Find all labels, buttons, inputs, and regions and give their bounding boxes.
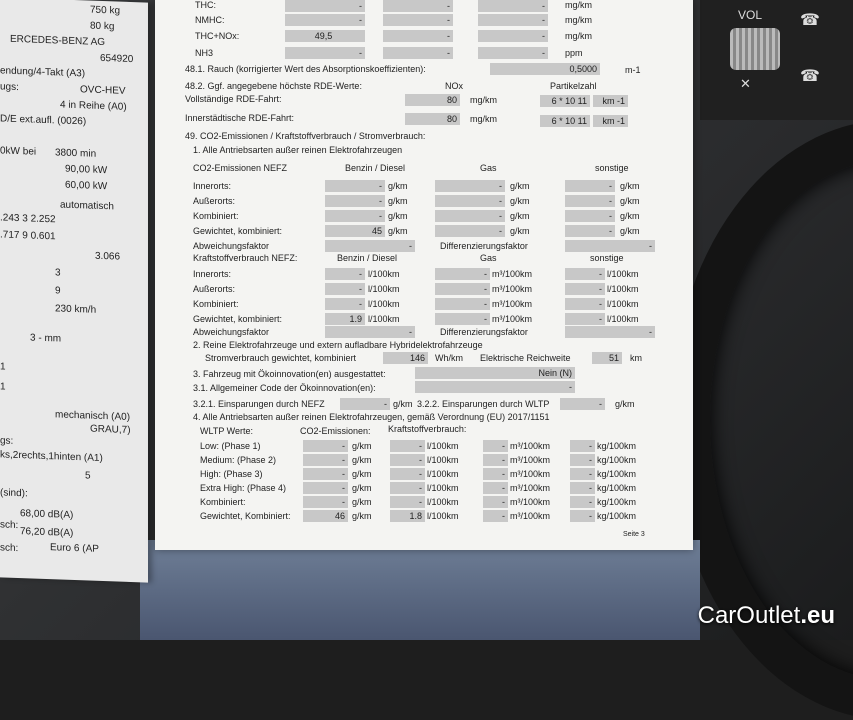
wltp-row-label: Low: (Phase 1) — [200, 441, 261, 451]
wltp-kg-unit: kg/100km — [597, 455, 637, 465]
left-page-row: 1 — [0, 381, 6, 393]
kv-benzin-val: - — [325, 298, 365, 310]
left-page-row: 750 kg — [90, 4, 121, 17]
left-page-row: OVC-HEV — [80, 84, 126, 97]
co2-sonst-val: - — [565, 210, 615, 222]
rde-city-pn-unit: km -1 — [593, 115, 628, 127]
wltp-l-val: - — [390, 468, 425, 480]
kv-sonst-unit: l/100km — [607, 299, 639, 309]
abw-val-1: - — [325, 240, 415, 252]
wltp-heading: 4. Alle Antriebsarten außer reinen Elektrofahrzeugen, gemäß Verordnung (EU) 2017/1151 — [193, 412, 550, 422]
wltp-m3-unit: m³/100km — [510, 511, 551, 521]
wltp-co2-unit: g/km — [352, 455, 372, 465]
rde-full-val: 80 — [405, 94, 460, 106]
col-benzin: Benzin / Diesel — [345, 163, 406, 173]
wltp-l-unit: l/100km — [427, 483, 459, 493]
eco-wltp-val: - — [560, 398, 605, 410]
wltp-co2-val: - — [303, 454, 348, 466]
wltp-m3-val: - — [483, 510, 508, 522]
wltp-co2-val: - — [303, 482, 348, 494]
co2-gas-unit: g/km — [510, 211, 530, 221]
co2-row-label: Außerorts: — [193, 196, 236, 206]
co2-benzin-val: - — [325, 195, 385, 207]
col-gas-2: Gas — [480, 253, 497, 263]
kv-row-label: Kombiniert: — [193, 299, 239, 309]
kv-benzin-unit: l/100km — [368, 314, 400, 324]
kv-benzin-unit: l/100km — [368, 269, 400, 279]
wltp-kg-unit: kg/100km — [597, 483, 637, 493]
kv-benzin-val: - — [325, 268, 365, 280]
smoke-unit: m-1 — [625, 65, 641, 75]
left-page-row: sch: — [0, 519, 19, 532]
wltp-l-val: - — [390, 496, 425, 508]
particle-label: Partikelzahl — [550, 81, 597, 91]
co2-gas-val: - — [435, 180, 505, 192]
left-page-row: D/E ext.aufl. (0026) — [0, 113, 87, 128]
wltp-l-val: 1.8 — [390, 510, 425, 522]
volume-knob — [730, 28, 780, 70]
thc-val2: - — [383, 0, 453, 12]
nh3-val: - — [285, 47, 365, 59]
wltp-co2-val: - — [303, 496, 348, 508]
left-page-row: ERCEDES-BENZ AG — [10, 33, 106, 49]
kv-benzin-val: - — [325, 283, 365, 295]
rde-city-unit: mg/km — [470, 114, 497, 124]
left-page-row: GRAU,7) — [90, 423, 131, 436]
nmhc-val3: - — [478, 14, 548, 26]
co2-gas-unit: g/km — [510, 226, 530, 236]
wltp-label: WLTP Werte: — [200, 426, 254, 436]
page-number: Seite 3 — [623, 531, 645, 538]
nmhc-unit: mg/km — [565, 15, 592, 25]
rde-city-label: Innerstädtische RDE-Fahrt: — [185, 113, 295, 123]
thc-val: - — [285, 0, 365, 12]
kv-sonst-unit: l/100km — [607, 269, 639, 279]
co2-row-label: Gewichtet, kombiniert: — [193, 226, 283, 236]
thc-unit: mg/km — [565, 0, 592, 10]
eco-nefz: 3.2.1. Einsparungen durch NEFZ — [193, 399, 325, 409]
co2-benzin-unit: g/km — [388, 181, 408, 191]
nh3-val2: - — [383, 47, 453, 59]
thc-label: THC: — [195, 0, 216, 10]
co2-sonst-unit: g/km — [620, 226, 640, 236]
wltp-m3-val: - — [483, 468, 508, 480]
co2-gas-unit: g/km — [510, 196, 530, 206]
strom-val: 146 — [383, 352, 428, 364]
wltp-co2-unit: g/km — [352, 441, 372, 451]
wltp-row-label: High: (Phase 3) — [200, 469, 263, 479]
kv-benzin-unit: l/100km — [368, 284, 400, 294]
left-page-row: 9 — [55, 285, 61, 297]
co2-sonst-val: - — [565, 195, 615, 207]
col-sonstige: sonstige — [595, 163, 629, 173]
co2-sonst-unit: g/km — [620, 211, 640, 221]
left-page-row: ugs: — [0, 81, 19, 94]
diff-label-1: Differenzierungsfaktor — [440, 241, 528, 251]
left-page-row: 1 — [0, 361, 6, 373]
nmhc-val2: - — [383, 14, 453, 26]
wltp-m3-unit: m³/100km — [510, 483, 551, 493]
wltp-co2-val: 46 — [303, 510, 348, 522]
strom-label: Stromverbrauch gewichtet, kombiniert — [205, 353, 357, 363]
kv-gas-unit: m³/100km — [492, 269, 533, 279]
co2-benzin-val: - — [325, 180, 385, 192]
wltp-row-label: Kombiniert: — [200, 497, 246, 507]
nmhc-val: - — [285, 14, 365, 26]
wltp-row-label: Medium: (Phase 2) — [200, 455, 277, 465]
wltp-co2-unit: g/km — [352, 511, 372, 521]
co2-row-label: Kombiniert: — [193, 211, 239, 221]
eco-wltp-unit: g/km — [615, 399, 635, 409]
kv-row-label: Gewichtet, kombiniert: — [193, 314, 283, 324]
abw-label-2: Abweichungsfaktor — [193, 327, 270, 337]
eco-code: 3.1. Allgemeiner Code der Ökoinnovation(en): — [193, 383, 376, 393]
kv-gas-unit: m³/100km — [492, 299, 533, 309]
reich-label: Elektrische Reichweite — [480, 353, 571, 363]
rde-full-pn: 6 * 10 11 — [540, 95, 590, 107]
kv-benzin-unit: l/100km — [368, 299, 400, 309]
kv-row-label: Innerorts: — [193, 269, 232, 279]
wltp-kg-val: - — [570, 510, 595, 522]
co2-sonst-val: - — [565, 180, 615, 192]
left-page-row: 60,00 kW — [65, 179, 108, 193]
co2-nefz-label: CO2-Emissionen NEFZ — [193, 163, 288, 173]
kv-sonst-val: - — [565, 313, 605, 325]
rde-full-label: Vollständige RDE-Fahrt: — [185, 94, 282, 104]
wltp-l-val: - — [390, 440, 425, 452]
kv-gas-val: - — [435, 298, 490, 310]
thcnox-label: THC+NOx: — [195, 31, 240, 41]
co2-benzin-unit: g/km — [388, 211, 408, 221]
left-page-row: ks,2rechts,1hinten (A1) — [0, 449, 103, 465]
left-page-row: 68,00 dB(A) — [20, 508, 74, 521]
wltp-kg-unit: kg/100km — [597, 511, 637, 521]
eco-heading: 3. Fahrzeug mit Ökoinnovation(en) ausgestattet: — [193, 369, 386, 379]
kv-benzin-val: 1.9 — [325, 313, 365, 325]
wltp-l-unit: l/100km — [427, 441, 459, 451]
left-page-row: (sind): — [0, 487, 28, 500]
kv-gas-val: - — [435, 283, 490, 295]
co2-benzin-val: 45 — [325, 225, 385, 237]
wltp-co2-unit: g/km — [352, 497, 372, 507]
wltp-l-unit: l/100km — [427, 469, 459, 479]
wltp-co2-unit: g/km — [352, 469, 372, 479]
wltp-m3-unit: m³/100km — [510, 497, 551, 507]
smoke-label: 48.1. Rauch (korrigierter Wert des Absorptionskoeffizienten): — [185, 64, 426, 74]
kv-gas-unit: m³/100km — [492, 314, 533, 324]
vol-label: VOL — [738, 8, 763, 22]
thc-val3: - — [478, 0, 548, 12]
left-page-row: 654920 — [100, 52, 134, 66]
co2-sub-heading: 1. Alle Antriebsarten außer reinen Elektrofahrzeugen — [193, 145, 403, 155]
left-page-row: .243 3 2.252 — [0, 212, 56, 226]
kv-gas-val: - — [435, 268, 490, 280]
abw-label-1: Abweichungsfaktor — [193, 241, 270, 251]
wltp-kg-val: - — [570, 468, 595, 480]
rde-city-pn: 6 * 10 11 — [540, 115, 590, 127]
rde-heading: 48.2. Ggf. angegebene höchste RDE-Werte: — [185, 81, 362, 91]
eco-nefz-val: - — [340, 398, 390, 410]
wltp-co2-val: - — [303, 440, 348, 452]
rde-city-val: 80 — [405, 113, 460, 125]
wltp-kg-unit: kg/100km — [597, 497, 637, 507]
co2-heading: 49. CO2-Emissionen / Kraftstoffverbrauch / Stromverbrauch: — [185, 131, 426, 141]
wltp-m3-val: - — [483, 440, 508, 452]
nmhc-label: NMHC: — [195, 15, 225, 25]
smoke-val: 0,5000 — [490, 63, 600, 75]
diff-val-2: - — [565, 326, 655, 338]
wltp-l-unit: l/100km — [427, 455, 459, 465]
wltp-kv-col: Kraftstoffverbrauch: — [388, 424, 467, 434]
document-page — [155, 0, 693, 550]
reich-val: 51 — [592, 352, 622, 364]
eco-val: Nein (N) — [415, 367, 575, 379]
rde-full-unit: mg/km — [470, 95, 497, 105]
col-gas: Gas — [480, 163, 497, 173]
wltp-m3-val: - — [483, 454, 508, 466]
left-page-row: .717 9 0.601 — [0, 229, 56, 243]
thcnox-val3: - — [478, 30, 548, 42]
co2-sonst-unit: g/km — [620, 181, 640, 191]
left-page-row: 80 kg — [90, 20, 115, 33]
wltp-kg-unit: kg/100km — [597, 441, 637, 451]
mute-icon: ✕ — [740, 76, 751, 91]
left-page-row: 230 km/h — [55, 303, 97, 316]
wltp-co2-unit: g/km — [352, 483, 372, 493]
wltp-kg-val: - — [570, 440, 595, 452]
rde-full-pn-unit: km -1 — [593, 95, 628, 107]
co2-gas-val: - — [435, 225, 505, 237]
jeans-lap — [140, 540, 700, 640]
left-page-row: sch: — [0, 542, 19, 555]
kv-gas-val: - — [435, 313, 490, 325]
left-page-row: 76,20 dB(A) — [20, 526, 74, 539]
nh3-unit: ppm — [565, 48, 583, 58]
co2-gas-val: - — [435, 210, 505, 222]
nh3-label: NH3 — [195, 48, 214, 58]
co2-sonst-unit: g/km — [620, 196, 640, 206]
kv-row-label: Außerorts: — [193, 284, 236, 294]
left-page-row: 90,00 kW — [65, 163, 108, 177]
nox-label: NOx — [445, 81, 463, 91]
col-benzin-2: Benzin / Diesel — [337, 253, 398, 263]
left-document-page — [0, 0, 148, 583]
kv-sonst-val: - — [565, 283, 605, 295]
kv-sonst-unit: l/100km — [607, 314, 639, 324]
kv-sonst-val: - — [565, 268, 605, 280]
left-page-row: 5 — [85, 470, 91, 482]
wltp-co2-col: CO2-Emissionen: — [300, 426, 371, 436]
left-page-row: 0kW bei — [0, 145, 37, 158]
wltp-m3-val: - — [483, 496, 508, 508]
wltp-l-unit: l/100km — [427, 511, 459, 521]
left-page-row: endung/4-Takt (A3) — [0, 65, 86, 80]
co2-benzin-unit: g/km — [388, 226, 408, 236]
kv-nefz-label: Kraftstoffverbrauch NEFZ: — [193, 253, 298, 263]
reich-unit: km — [630, 353, 642, 363]
co2-benzin-unit: g/km — [388, 196, 408, 206]
eco-nefz-unit: g/km — [393, 399, 413, 409]
left-page-row: gs: — [0, 435, 14, 447]
wltp-l-val: - — [390, 482, 425, 494]
col-sonstige-2: sonstige — [590, 253, 624, 263]
eco-code-val: - — [415, 381, 575, 393]
wltp-m3-val: - — [483, 482, 508, 494]
ev-heading: 2. Reine Elektrofahrzeuge und extern aufladbare Hybridelektrofahrzeuge — [193, 340, 483, 350]
kv-sonst-unit: l/100km — [607, 284, 639, 294]
wltp-co2-val: - — [303, 468, 348, 480]
co2-benzin-val: - — [325, 210, 385, 222]
wltp-kg-val: - — [570, 482, 595, 494]
thcnox-val: 49,5 — [285, 30, 365, 42]
nh3-val3: - — [478, 47, 548, 59]
left-page-row: 3 — [55, 267, 61, 279]
wltp-l-unit: l/100km — [427, 497, 459, 507]
left-page-row: 3800 min — [55, 147, 97, 160]
left-page-row: Euro 6 (AP — [50, 542, 99, 555]
kv-sonst-val: - — [565, 298, 605, 310]
wltp-kg-val: - — [570, 454, 595, 466]
wltp-kg-unit: kg/100km — [597, 469, 637, 479]
co2-sonst-val: - — [565, 225, 615, 237]
wltp-l-val: - — [390, 454, 425, 466]
diff-label-2: Differenzierungsfaktor — [440, 327, 528, 337]
wltp-m3-unit: m³/100km — [510, 441, 551, 451]
co2-gas-unit: g/km — [510, 181, 530, 191]
wltp-row-label: Extra High: (Phase 4) — [200, 483, 287, 493]
hangup-icon: ☎ — [800, 68, 820, 85]
left-page-row: 4 in Reihe (A0) — [60, 99, 127, 113]
thcnox-unit: mg/km — [565, 31, 592, 41]
diff-val-1: - — [565, 240, 655, 252]
wltp-m3-unit: m³/100km — [510, 469, 551, 479]
co2-row-label: Innerorts: — [193, 181, 232, 191]
eco-wltp: 3.2.2. Einsparungen durch WLTP — [417, 399, 550, 409]
co2-gas-val: - — [435, 195, 505, 207]
left-page-row: automatisch — [60, 199, 114, 213]
abw-val-2: - — [325, 326, 415, 338]
left-page-row: 3.066 — [95, 250, 121, 263]
left-page-row: mechanisch (A0) — [55, 409, 131, 423]
wltp-row-label: Gewichtet, Kombiniert: — [200, 511, 291, 521]
kv-gas-unit: m³/100km — [492, 284, 533, 294]
strom-unit: Wh/km — [435, 353, 463, 363]
left-page-row: 3 - mm — [30, 332, 62, 345]
wltp-m3-unit: m³/100km — [510, 455, 551, 465]
caroutlet-logo: CarOutlet.eu — [697, 602, 835, 629]
wltp-kg-val: - — [570, 496, 595, 508]
thcnox-val2: - — [383, 30, 453, 42]
phone-icon: ☎ — [800, 12, 820, 29]
